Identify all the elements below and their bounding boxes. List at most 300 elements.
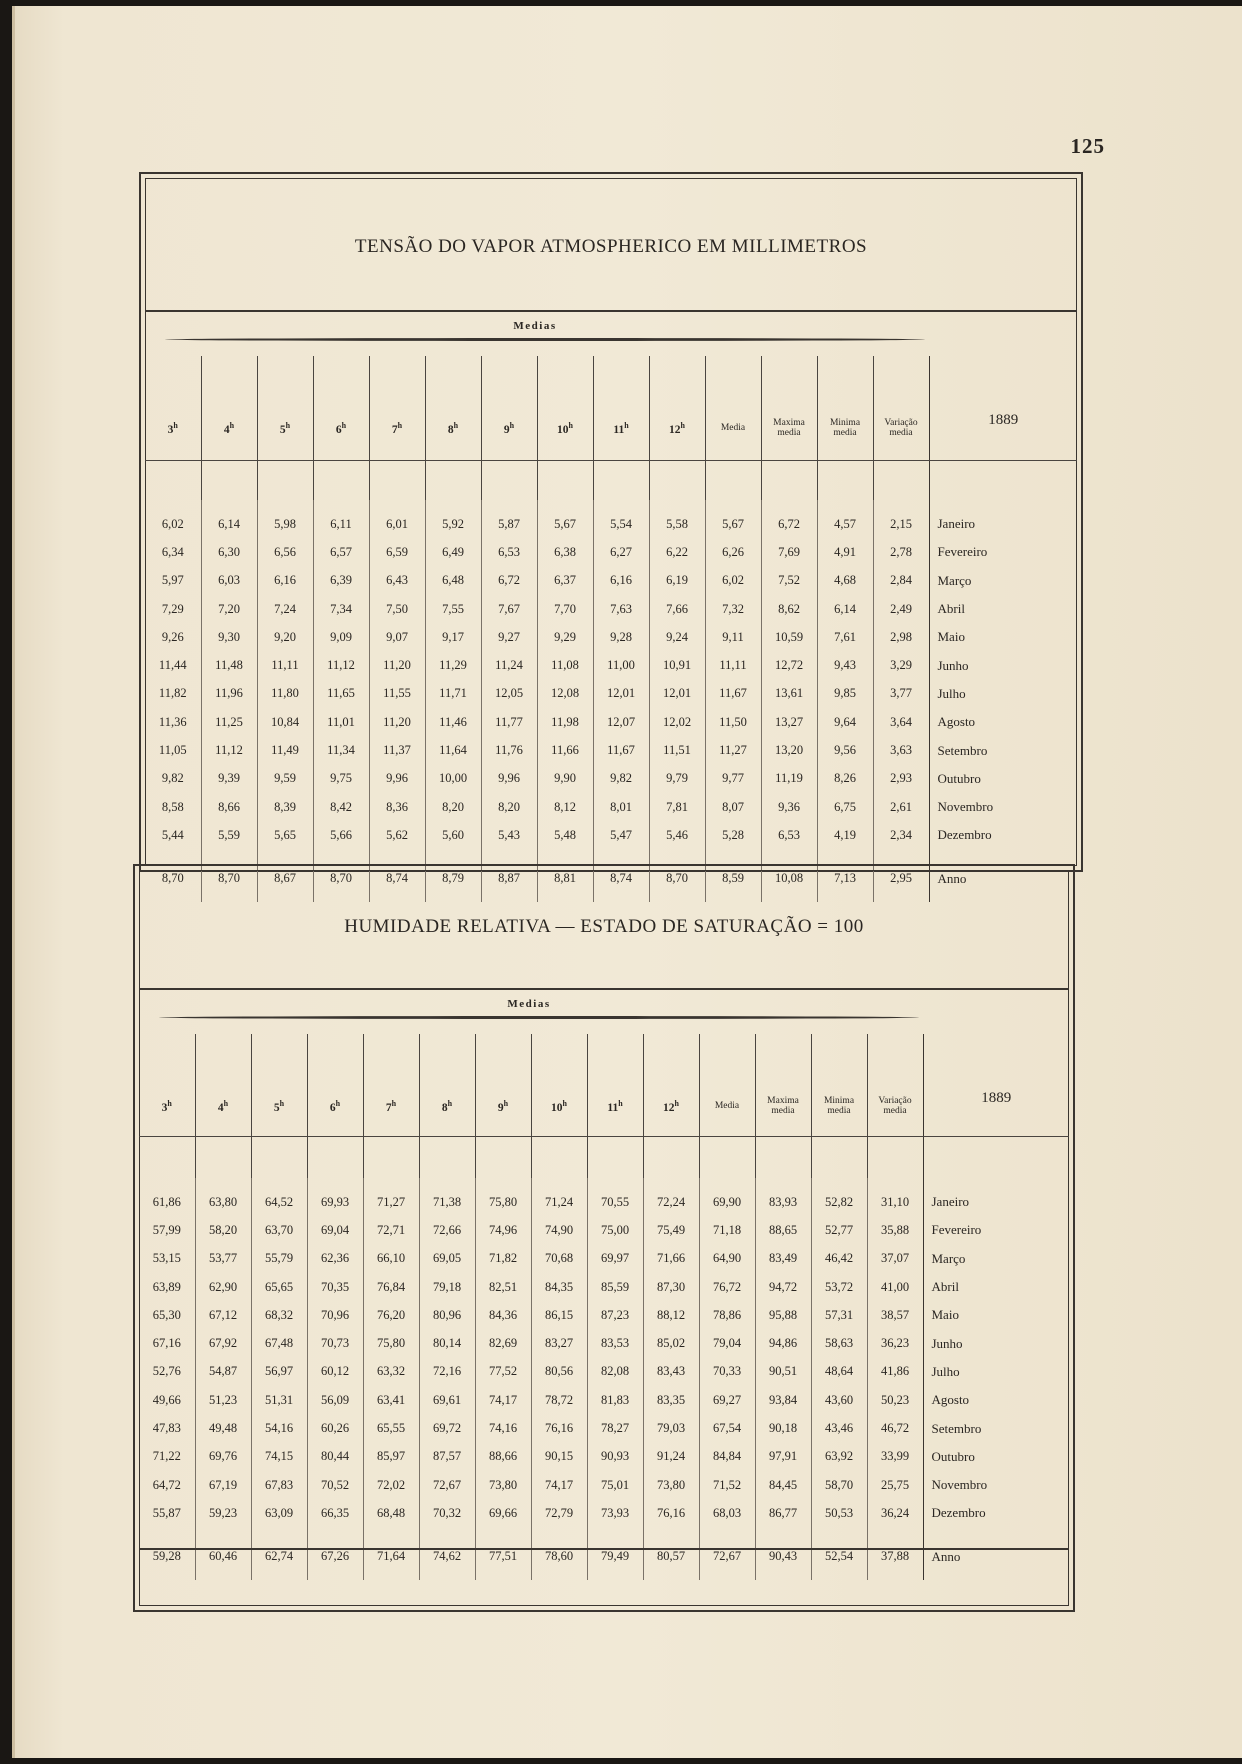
table-cell: 7,63 xyxy=(593,595,649,623)
table-cell: 80,14 xyxy=(419,1329,475,1357)
table-cell: 5,59 xyxy=(201,821,257,849)
hour-column-header: 8$^h$ xyxy=(419,1034,475,1178)
table-cell: 11,48 xyxy=(201,651,257,679)
hour-suffix: h xyxy=(618,1099,623,1109)
book-page xyxy=(12,6,1242,1758)
table-cell: 78,86 xyxy=(699,1301,755,1329)
table-row xyxy=(145,538,1077,566)
month-label: Maio xyxy=(929,623,1077,651)
table-cell: 8,26 xyxy=(817,765,873,793)
humidity-medias-label: Medias xyxy=(507,998,551,1010)
hour-suffix: h xyxy=(229,421,235,431)
table-cell: 75,00 xyxy=(587,1216,643,1244)
table-row xyxy=(145,651,1077,679)
table-cell: 9,96 xyxy=(369,765,425,793)
table-cell: 8,20 xyxy=(481,793,537,821)
table-cell: 33,99 xyxy=(867,1443,923,1471)
table-row xyxy=(145,821,1077,849)
table-cell: 7,32 xyxy=(705,595,761,623)
hour-suffix: h xyxy=(503,1099,509,1109)
table-cell: 69,05 xyxy=(419,1245,475,1273)
table-cell: 63,92 xyxy=(811,1443,867,1471)
table-cell: 83,53 xyxy=(587,1329,643,1357)
table-cell: 46,42 xyxy=(811,1245,867,1273)
table-cell: 5,67 xyxy=(537,500,593,538)
humidity-table-title: HUMIDADE RELATIVA — ESTADO DE SATURAÇÃO = 100 xyxy=(344,916,864,937)
table-cell: 10,91 xyxy=(649,651,705,679)
annual-cell: 59,28 xyxy=(152,1549,181,1564)
table-cell: 9,17 xyxy=(425,623,481,651)
month-label: Junho xyxy=(929,651,1077,679)
hour-suffix: h xyxy=(624,421,629,431)
table-cell: 12,05 xyxy=(481,680,537,708)
table-cell: 69,66 xyxy=(475,1499,531,1527)
table-cell: 53,72 xyxy=(811,1273,867,1301)
table-cell: 6,49 xyxy=(425,538,481,566)
table-cell: 8,39 xyxy=(257,793,313,821)
table-cell: 7,50 xyxy=(369,595,425,623)
table-cell: 11,96 xyxy=(201,680,257,708)
table-cell: 85,59 xyxy=(587,1273,643,1301)
table-cell: 11,20 xyxy=(369,651,425,679)
table-cell: 7,24 xyxy=(257,595,313,623)
month-label: Setembro xyxy=(923,1414,1069,1442)
humidity-header-rule xyxy=(139,1136,1069,1137)
table-row xyxy=(139,1273,1069,1301)
table-cell: 6,53 xyxy=(761,821,817,849)
stat-column-header: Variação media xyxy=(867,1034,923,1178)
table-cell: 9,30 xyxy=(201,623,257,651)
table-cell: 11,20 xyxy=(369,708,425,736)
table-cell: 82,51 xyxy=(475,1273,531,1301)
table-cell: 12,72 xyxy=(761,651,817,679)
table-cell: 6,11 xyxy=(313,500,369,538)
table-cell: 70,52 xyxy=(307,1471,363,1499)
table-cell: 72,66 xyxy=(419,1216,475,1244)
table-cell: 36,24 xyxy=(867,1499,923,1527)
table-cell: 83,35 xyxy=(643,1386,699,1414)
table-cell: 53,15 xyxy=(152,1251,181,1266)
table-cell: 57,31 xyxy=(811,1301,867,1329)
table-cell: 6,14 xyxy=(201,500,257,538)
table-cell: 90,51 xyxy=(755,1358,811,1386)
annual-cell: 77,51 xyxy=(475,1528,531,1580)
table-cell: 3,29 xyxy=(873,651,929,679)
stat-column-header: Variação media xyxy=(873,356,929,500)
table-cell: 6,34 xyxy=(161,544,184,559)
hour-suffix: h xyxy=(509,421,515,431)
month-label: Janeiro xyxy=(923,1178,1069,1216)
table-cell: 67,92 xyxy=(195,1329,251,1357)
table-cell: 58,63 xyxy=(811,1329,867,1357)
table-cell: 11,76 xyxy=(481,736,537,764)
table-cell: 80,44 xyxy=(307,1443,363,1471)
table-cell: 11,65 xyxy=(313,680,369,708)
table-cell: 74,15 xyxy=(251,1443,307,1471)
table-cell: 78,27 xyxy=(587,1414,643,1442)
table-cell: 43,46 xyxy=(811,1414,867,1442)
table-cell: 66,10 xyxy=(363,1245,419,1273)
table-cell: 83,43 xyxy=(643,1358,699,1386)
month-label: Novembro xyxy=(923,1471,1069,1499)
table-cell: 9,07 xyxy=(369,623,425,651)
table-cell: 2,15 xyxy=(873,500,929,538)
table-cell: 11,77 xyxy=(481,708,537,736)
table-cell: 11,00 xyxy=(593,651,649,679)
table-cell: 37,07 xyxy=(867,1245,923,1273)
month-label: Outubro xyxy=(923,1443,1069,1471)
annual-cell: 8,70 xyxy=(161,871,184,886)
hour-column-header: 6$^h$ xyxy=(307,1034,363,1178)
table-cell: 9,36 xyxy=(761,793,817,821)
table-row xyxy=(145,793,1077,821)
table-cell: 6,01 xyxy=(369,500,425,538)
table-cell: 63,80 xyxy=(195,1178,251,1216)
table-cell: 52,82 xyxy=(811,1178,867,1216)
annual-cell: 8,74 xyxy=(593,850,649,902)
table-row xyxy=(139,1414,1069,1442)
table-cell: 5,46 xyxy=(649,821,705,849)
table-cell: 13,61 xyxy=(761,680,817,708)
table-cell: 60,12 xyxy=(307,1358,363,1386)
annual-cell: 8,67 xyxy=(257,850,313,902)
table-cell: 97,91 xyxy=(755,1443,811,1471)
table-cell: 70,32 xyxy=(419,1499,475,1527)
table-cell: 70,35 xyxy=(307,1273,363,1301)
table-cell: 46,72 xyxy=(867,1414,923,1442)
table-cell: 2,84 xyxy=(873,567,929,595)
table-row xyxy=(145,623,1077,651)
vapor-title-rule xyxy=(145,310,1077,312)
table-cell: 8,62 xyxy=(761,595,817,623)
table-cell: 5,66 xyxy=(313,821,369,849)
table-cell: 74,90 xyxy=(531,1216,587,1244)
table-cell: 5,92 xyxy=(425,500,481,538)
table-cell: 6,56 xyxy=(257,538,313,566)
table-row xyxy=(139,1301,1069,1329)
table-cell: 9,82 xyxy=(593,765,649,793)
table-cell: 68,48 xyxy=(363,1499,419,1527)
table-cell: 74,17 xyxy=(475,1386,531,1414)
table-cell: 63,41 xyxy=(363,1386,419,1414)
table-row xyxy=(139,1386,1069,1414)
table-cell: 6,27 xyxy=(593,538,649,566)
table-cell: 13,27 xyxy=(761,708,817,736)
annual-cell: 7,13 xyxy=(817,850,873,902)
month-label: Setembro xyxy=(929,736,1077,764)
vapor-medias-label: Medias xyxy=(513,320,557,332)
table-cell: 85,02 xyxy=(643,1329,699,1357)
hour-column-header: 11$^h$ xyxy=(587,1034,643,1178)
hour-column-header: 8$^h$ xyxy=(425,356,481,500)
annual-cell: 80,57 xyxy=(643,1528,699,1580)
table-cell: 9,90 xyxy=(537,765,593,793)
hour-column-header: 9$^h$ xyxy=(481,356,537,500)
table-cell: 83,27 xyxy=(531,1329,587,1357)
annual-cell: 8,70 xyxy=(313,850,369,902)
table-cell: 55,79 xyxy=(251,1245,307,1273)
table-cell: 72,16 xyxy=(419,1358,475,1386)
table-cell: 11,98 xyxy=(537,708,593,736)
annual-cell: 8,79 xyxy=(425,850,481,902)
table-cell: 9,27 xyxy=(481,623,537,651)
table-cell: 74,96 xyxy=(475,1216,531,1244)
table-cell: 11,29 xyxy=(425,651,481,679)
table-cell: 63,09 xyxy=(251,1499,307,1527)
table-cell: 9,64 xyxy=(817,708,873,736)
table-cell: 67,16 xyxy=(152,1336,181,1351)
table-cell: 80,96 xyxy=(419,1301,475,1329)
table-cell: 79,04 xyxy=(699,1329,755,1357)
vapor-header-rule xyxy=(145,460,1077,461)
table-cell: 70,68 xyxy=(531,1245,587,1273)
table-cell: 3,64 xyxy=(873,708,929,736)
table-cell: 59,23 xyxy=(195,1499,251,1527)
table-cell: 6,22 xyxy=(649,538,705,566)
month-label: Dezembro xyxy=(929,821,1077,849)
annual-row xyxy=(139,1528,1069,1580)
stat-column-header: Media xyxy=(705,356,761,500)
table-cell: 11,67 xyxy=(593,736,649,764)
table-cell: 11,11 xyxy=(705,651,761,679)
month-label: Abril xyxy=(923,1273,1069,1301)
hour-column-header: 4$^h$ xyxy=(195,1034,251,1178)
table-cell: 69,61 xyxy=(419,1386,475,1414)
hour-column-header: 7$^h$ xyxy=(369,356,425,500)
table-cell: 76,84 xyxy=(363,1273,419,1301)
annual-cell: 8,81 xyxy=(537,850,593,902)
table-cell: 11,37 xyxy=(369,736,425,764)
table-cell: 5,97 xyxy=(161,573,184,588)
table-cell: 9,20 xyxy=(257,623,313,651)
table-cell: 93,84 xyxy=(755,1386,811,1414)
table-cell: 43,60 xyxy=(811,1386,867,1414)
annual-cell: 78,60 xyxy=(531,1528,587,1580)
table-cell: 71,22 xyxy=(152,1449,181,1464)
table-cell: 76,16 xyxy=(531,1414,587,1442)
table-cell: 68,03 xyxy=(699,1499,755,1527)
table-row xyxy=(139,1329,1069,1357)
table-cell: 76,16 xyxy=(643,1499,699,1527)
hour-column-header: 6$^h$ xyxy=(313,356,369,500)
table-cell: 60,26 xyxy=(307,1414,363,1442)
table-cell: 79,18 xyxy=(419,1273,475,1301)
table-cell: 84,45 xyxy=(755,1471,811,1499)
stat-column-header: Minima media xyxy=(817,356,873,500)
table-cell: 5,87 xyxy=(481,500,537,538)
table-cell: 11,82 xyxy=(158,686,187,701)
table-cell: 9,79 xyxy=(649,765,705,793)
table-cell: 83,49 xyxy=(755,1245,811,1273)
month-label: Junho xyxy=(923,1329,1069,1357)
annual-cell: 74,62 xyxy=(419,1528,475,1580)
table-cell: 72,67 xyxy=(419,1471,475,1499)
table-cell: 5,44 xyxy=(161,827,184,842)
month-label: Março xyxy=(929,567,1077,595)
table-cell: 7,66 xyxy=(649,595,705,623)
table-cell: 11,49 xyxy=(257,736,313,764)
table-cell: 9,85 xyxy=(817,680,873,708)
table-cell: 66,35 xyxy=(307,1499,363,1527)
table-cell: 70,55 xyxy=(587,1178,643,1216)
annual-cell: 37,88 xyxy=(867,1528,923,1580)
table-cell: 36,23 xyxy=(867,1329,923,1357)
table-cell: 67,54 xyxy=(699,1414,755,1442)
table-cell: 31,10 xyxy=(867,1178,923,1216)
table-cell: 7,34 xyxy=(313,595,369,623)
table-cell: 10,59 xyxy=(761,623,817,651)
annual-label: Anno xyxy=(923,1528,1069,1580)
hour-column-header: 3$^h$ xyxy=(161,1099,172,1114)
table-cell: 77,52 xyxy=(475,1358,531,1386)
table-cell: 11,12 xyxy=(313,651,369,679)
table-cell: 69,90 xyxy=(699,1178,755,1216)
stat-column-header: Maxima media xyxy=(761,356,817,500)
stat-column-header: Maxima media xyxy=(755,1034,811,1178)
table-cell: 8,01 xyxy=(593,793,649,821)
table-cell: 71,66 xyxy=(643,1245,699,1273)
annual-cell: 79,49 xyxy=(587,1528,643,1580)
table-cell: 71,18 xyxy=(699,1216,755,1244)
table-cell: 86,15 xyxy=(531,1301,587,1329)
table-cell: 65,55 xyxy=(363,1414,419,1442)
table-row xyxy=(145,680,1077,708)
table-row xyxy=(145,736,1077,764)
table-cell: 64,90 xyxy=(699,1245,755,1273)
table-cell: 11,12 xyxy=(201,736,257,764)
table-cell: 71,52 xyxy=(699,1471,755,1499)
annual-cell: 8,70 xyxy=(201,850,257,902)
table-cell: 7,55 xyxy=(425,595,481,623)
annual-label: Anno xyxy=(929,850,1077,902)
hour-column-header: 3$^h$ xyxy=(167,421,178,436)
hour-column-header: 12$^h$ xyxy=(643,1034,699,1178)
table-cell: 83,93 xyxy=(755,1178,811,1216)
table-cell: 79,03 xyxy=(643,1414,699,1442)
table-cell: 84,35 xyxy=(531,1273,587,1301)
table-cell: 78,72 xyxy=(531,1386,587,1414)
table-cell: 51,31 xyxy=(251,1386,307,1414)
table-cell: 11,71 xyxy=(425,680,481,708)
table-cell: 48,64 xyxy=(811,1358,867,1386)
hour-suffix: h xyxy=(397,421,403,431)
table-cell: 76,72 xyxy=(699,1273,755,1301)
table-cell: 2,78 xyxy=(873,538,929,566)
table-cell: 72,24 xyxy=(643,1178,699,1216)
table-cell: 6,19 xyxy=(649,567,705,595)
table-cell: 6,53 xyxy=(481,538,537,566)
table-cell: 71,24 xyxy=(531,1178,587,1216)
table-cell: 67,83 xyxy=(251,1471,307,1499)
table-cell: 6,72 xyxy=(481,567,537,595)
table-cell: 65,65 xyxy=(251,1273,307,1301)
month-label: Abril xyxy=(929,595,1077,623)
humidity-table xyxy=(139,1034,1069,1580)
table-cell: 88,65 xyxy=(755,1216,811,1244)
month-label: Março xyxy=(923,1245,1069,1273)
table-cell: 70,33 xyxy=(699,1358,755,1386)
month-label: Fevereiro xyxy=(929,538,1077,566)
table-cell: 9,28 xyxy=(593,623,649,651)
hour-column-header: 5$^h$ xyxy=(257,356,313,500)
table-cell: 88,66 xyxy=(475,1443,531,1471)
hour-column-header: 9$^h$ xyxy=(475,1034,531,1178)
table-cell: 8,36 xyxy=(369,793,425,821)
table-cell: 38,57 xyxy=(867,1301,923,1329)
table-cell: 2,98 xyxy=(873,623,929,651)
table-cell: 6,48 xyxy=(425,567,481,595)
table-cell: 11,67 xyxy=(705,680,761,708)
hour-column-header: 10$^h$ xyxy=(531,1034,587,1178)
table-cell: 11,19 xyxy=(761,765,817,793)
table-cell: 84,36 xyxy=(475,1301,531,1329)
table-cell: 6,14 xyxy=(817,595,873,623)
table-cell: 11,27 xyxy=(705,736,761,764)
table-cell: 4,68 xyxy=(817,567,873,595)
table-cell: 73,80 xyxy=(475,1471,531,1499)
table-cell: 50,23 xyxy=(867,1386,923,1414)
table-cell: 11,80 xyxy=(257,680,313,708)
vapor-table-header xyxy=(145,356,1077,500)
table-cell: 11,01 xyxy=(313,708,369,736)
table-cell: 12,01 xyxy=(593,680,649,708)
year-header: 1889 xyxy=(923,1034,1069,1178)
table-cell: 3,77 xyxy=(873,680,929,708)
table-cell: 56,97 xyxy=(251,1358,307,1386)
table-cell: 86,77 xyxy=(755,1499,811,1527)
table-cell: 84,84 xyxy=(699,1443,755,1471)
humidity-bottom-rule xyxy=(139,1548,1069,1550)
table-cell: 67,12 xyxy=(195,1301,251,1329)
table-cell: 73,80 xyxy=(643,1471,699,1499)
table-cell: 9,96 xyxy=(481,765,537,793)
table-cell: 5,60 xyxy=(425,821,481,849)
table-cell: 87,57 xyxy=(419,1443,475,1471)
table-cell: 74,17 xyxy=(531,1471,587,1499)
month-label: Agosto xyxy=(923,1386,1069,1414)
vapor-table-body xyxy=(145,500,1077,902)
annual-cell: 8,74 xyxy=(369,850,425,902)
table-cell: 9,29 xyxy=(537,623,593,651)
table-cell: 52,76 xyxy=(152,1364,181,1379)
table-cell: 7,29 xyxy=(161,601,184,616)
annual-cell: 8,87 xyxy=(481,850,537,902)
hour-suffix: h xyxy=(391,1099,397,1109)
table-cell: 54,16 xyxy=(251,1414,307,1442)
table-cell: 9,77 xyxy=(705,765,761,793)
table-cell: 90,93 xyxy=(587,1443,643,1471)
table-cell: 11,08 xyxy=(537,651,593,679)
table-cell: 72,71 xyxy=(363,1216,419,1244)
table-cell: 41,00 xyxy=(867,1273,923,1301)
table-cell: 11,46 xyxy=(425,708,481,736)
table-row xyxy=(139,1499,1069,1527)
table-cell: 6,72 xyxy=(761,500,817,538)
table-cell: 13,20 xyxy=(761,736,817,764)
table-cell: 49,66 xyxy=(152,1392,181,1407)
table-row xyxy=(145,500,1077,538)
hour-suffix: h xyxy=(285,421,291,431)
table-cell: 8,12 xyxy=(537,793,593,821)
table-cell: 56,09 xyxy=(307,1386,363,1414)
table-cell: 67,48 xyxy=(251,1329,307,1357)
month-label: Novembro xyxy=(929,793,1077,821)
hour-column-header: 12$^h$ xyxy=(649,356,705,500)
table-cell: 11,51 xyxy=(649,736,705,764)
table-cell: 12,07 xyxy=(593,708,649,736)
table-cell: 69,27 xyxy=(699,1386,755,1414)
table-cell: 9,59 xyxy=(257,765,313,793)
